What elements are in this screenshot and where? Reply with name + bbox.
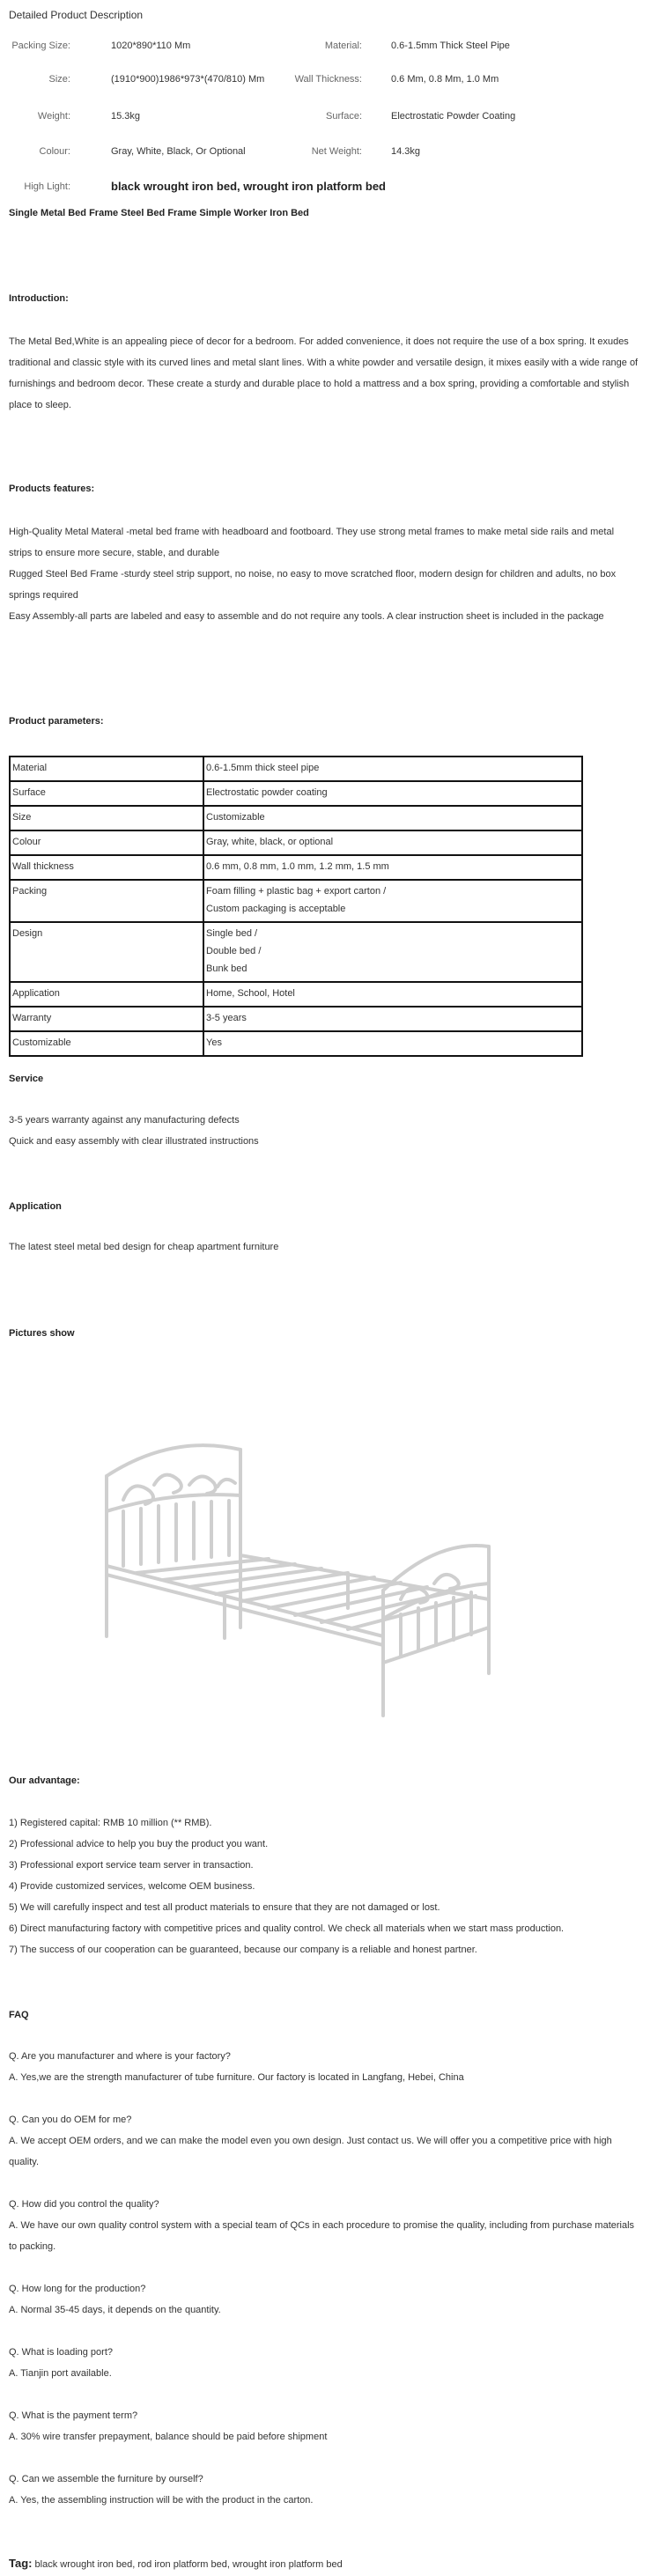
parameters-table (9, 756, 583, 1057)
product-title: Single Metal Bed Frame Steel Bed Frame Simple Worker Iron Bed (9, 208, 309, 218)
param-value-line: Foam filling + plastic bag + export carton / (206, 886, 387, 897)
param-row (10, 1007, 582, 1031)
param-value (203, 1031, 582, 1056)
faq-heading: FAQ (9, 2010, 29, 2020)
features-heading: Products features: (9, 483, 95, 494)
advantage-item: 3) Professional export service team server in transaction. (9, 1860, 254, 1871)
faq-question: Q. What is the payment term? (9, 2410, 138, 2421)
param-value (203, 806, 582, 830)
pictures-heading: Pictures show (9, 1328, 75, 1339)
faq-question: Q. How did you control the quality? (9, 2199, 159, 2210)
tag-link[interactable]: black wrought iron bed (34, 2559, 133, 2570)
features-text (9, 521, 639, 627)
advantage-item: 1) Registered capital: RMB 10 million (** RMB). (9, 1818, 212, 1828)
param-key: Application (10, 982, 203, 1007)
introduction-text: The Metal Bed,White is an appealing piece of decor for a bedroom. For added convenience, it does not require the use of a box spring. It exudes traditional and classic style with its curved lines and metal slant lines. With a white powder and versatile design, it mixes easily with a wide range of furnishings and bedroom decor. These create a sturdy and durable place to hold a mattress and a box spring, providing a comfortable and stylish place to sleep. (9, 336, 639, 410)
spec-label-material: Material: (324, 41, 362, 51)
page-header-title: Detailed Product Description (9, 9, 144, 21)
param-value (203, 830, 582, 855)
faq-answer: A. We accept OEM orders, and we can make the model even you own design. Just contact us. We will offer you a competitive price with high quality. (9, 2136, 612, 2167)
faq-question: Q. How long for the production? (9, 2284, 146, 2294)
param-value-line: Single bed / (206, 928, 258, 939)
param-row (10, 757, 582, 781)
advantage-item: 6) Direct manufacturing factory with competitive prices and quality control. We check all materials when we start mass production. (9, 1923, 565, 1934)
param-value-line: Home, School, Hotel (206, 988, 295, 999)
param-row (10, 880, 582, 922)
param-key: Wall thickness (10, 855, 203, 880)
spec-label-weight: Weight: (37, 111, 70, 122)
param-row (10, 982, 582, 1007)
param-value-line: Customizable (206, 812, 265, 823)
advantage-item: 2) Professional advice to help you buy the product you want. (9, 1839, 269, 1849)
param-value-line: 0.6 mm, 0.8 mm, 1.0 mm, 1.2 mm, 1.5 mm (206, 861, 389, 872)
param-value-line: Bunk bed (206, 963, 247, 974)
faq-answer: A. We have our own quality control system with a special team of QCs in each procedure to promise the quality, including from purchase materials to packing. (9, 2220, 635, 2252)
spec-value-wall-thickness: 0.6 Mm, 0.8 Mm, 1.0 Mm (391, 74, 499, 85)
spec-value-material: 0.6-1.5mm Thick Steel Pipe (391, 41, 510, 51)
advantage-item: 5) We will carefully inspect and test all product materials to ensure that they are not damaged or lost. (9, 1902, 440, 1913)
spec-value-packing-size: 1020*890*110 Mm (111, 41, 191, 51)
param-value-line: 0.6-1.5mm thick steel pipe (206, 763, 320, 773)
param-key: Packing (10, 880, 203, 922)
param-key: Warranty (10, 1007, 203, 1031)
param-row (10, 806, 582, 830)
param-value (203, 757, 582, 781)
param-row (10, 855, 582, 880)
faq-question: Q. Can you do OEM for me? (9, 2115, 132, 2125)
param-key: Size (10, 806, 203, 830)
param-key: Surface (10, 781, 203, 806)
param-value-line: Gray, white, black, or optional (206, 837, 334, 847)
tag-label: Tag: (9, 2557, 33, 2570)
param-key: Design (10, 922, 203, 982)
param-row (10, 922, 582, 982)
application-text: The latest steel metal bed design for cheap apartment furniture (9, 1242, 279, 1252)
tag-link[interactable]: wrought iron platform bed (232, 2559, 343, 2570)
param-value (203, 1007, 582, 1031)
metal-bed-image (13, 1363, 542, 1751)
faq-question: Q. What is loading port? (9, 2347, 114, 2358)
faq-answer: A. Normal 35-45 days, it depends on the quantity. (9, 2305, 221, 2315)
spec-value-colour: Gray, White, Black, Or Optional (111, 146, 246, 157)
param-value-line: Electrostatic powder coating (206, 787, 328, 798)
application-heading: Application (9, 1201, 62, 1212)
param-value-line: Yes (206, 1037, 222, 1048)
param-value-line: Double bed / (206, 946, 262, 956)
spec-value-net-weight: 14.3kg (391, 146, 421, 157)
param-key: Material (10, 757, 203, 781)
advantage-heading: Our advantage: (9, 1775, 80, 1786)
spec-label-high-light: High Light: (24, 181, 70, 192)
param-row (10, 830, 582, 855)
spec-label-size: Size: (48, 74, 70, 85)
service-line: 3-5 years warranty against any manufacturing defects (9, 1115, 240, 1126)
spec-value-weight: 15.3kg (111, 111, 141, 122)
spec-value-high-light: black wrought iron bed, wrought iron platform bed (111, 180, 386, 193)
parameters-heading: Product parameters: (9, 716, 104, 727)
product-photo (13, 1363, 542, 1751)
param-value (203, 880, 582, 922)
spec-label-colour: Colour: (39, 146, 70, 157)
tag-link[interactable]: rod iron platform bed (137, 2559, 227, 2570)
advantage-item: 7) The success of our cooperation can be guaranteed, because our company is a reliable and honest partner. (9, 1945, 477, 1955)
spec-value-surface: Electrostatic Powder Coating (391, 111, 516, 122)
feature-item: Rugged Steel Bed Frame -sturdy steel strip support, no noise, no easy to move scratched floor, modern design for children and adults, no box springs required (9, 569, 617, 601)
param-row (10, 781, 582, 806)
faq-answer: A. Yes,we are the strength manufacturer of tube furniture. Our factory is located in Langfang, Hebei, China (9, 2072, 464, 2083)
param-value (203, 781, 582, 806)
spec-label-net-weight: Net Weight: (311, 146, 362, 157)
spec-label-surface: Surface: (326, 111, 362, 122)
param-value-line: Custom packaging is acceptable (206, 904, 346, 914)
faq-question: Q. Are you manufacturer and where is your factory? (9, 2051, 231, 2062)
param-value (203, 982, 582, 1007)
service-heading: Service (9, 1074, 44, 1084)
faq-question: Q. Can we assemble the furniture by ourself? (9, 2474, 203, 2484)
spec-label-packing-size: Packing Size: (11, 41, 70, 51)
advantage-item: 4) Provide customized services, welcome OEM business. (9, 1881, 255, 1892)
tag-bar: Tag: black wrought iron bed, rod iron platform bed, wrought iron platform bed (9, 2557, 343, 2570)
spec-value-size: (1910*900)1986*973*(470/810) Mm (111, 74, 265, 85)
spec-label-wall-thickness: Wall Thickness: (294, 74, 362, 85)
faq-answer: A. Yes, the assembling instruction will be with the product in the carton. (9, 2495, 314, 2506)
param-value (203, 855, 582, 880)
service-line: Quick and easy assembly with clear illustrated instructions (9, 1136, 259, 1147)
faq-answer: A. Tianjin port available. (9, 2368, 112, 2379)
feature-item: High-Quality Metal Materal -metal bed frame with headboard and footboard. They use strong metal frames to make metal side rails and metal strips to ensure more secure, stable, and durable (9, 527, 615, 558)
param-key: Customizable (10, 1031, 203, 1056)
feature-item: Easy Assembly-all parts are labeled and easy to assemble and do not require any tools. A clear instruction sheet is included in the package (9, 611, 604, 622)
param-value-line: 3-5 years (206, 1013, 247, 1023)
param-value (203, 922, 582, 982)
param-key: Colour (10, 830, 203, 855)
param-row (10, 1031, 582, 1056)
introduction-heading: Introduction: (9, 293, 69, 304)
faq-answer: A. 30% wire transfer prepayment, balance should be paid before shipment (9, 2432, 328, 2442)
